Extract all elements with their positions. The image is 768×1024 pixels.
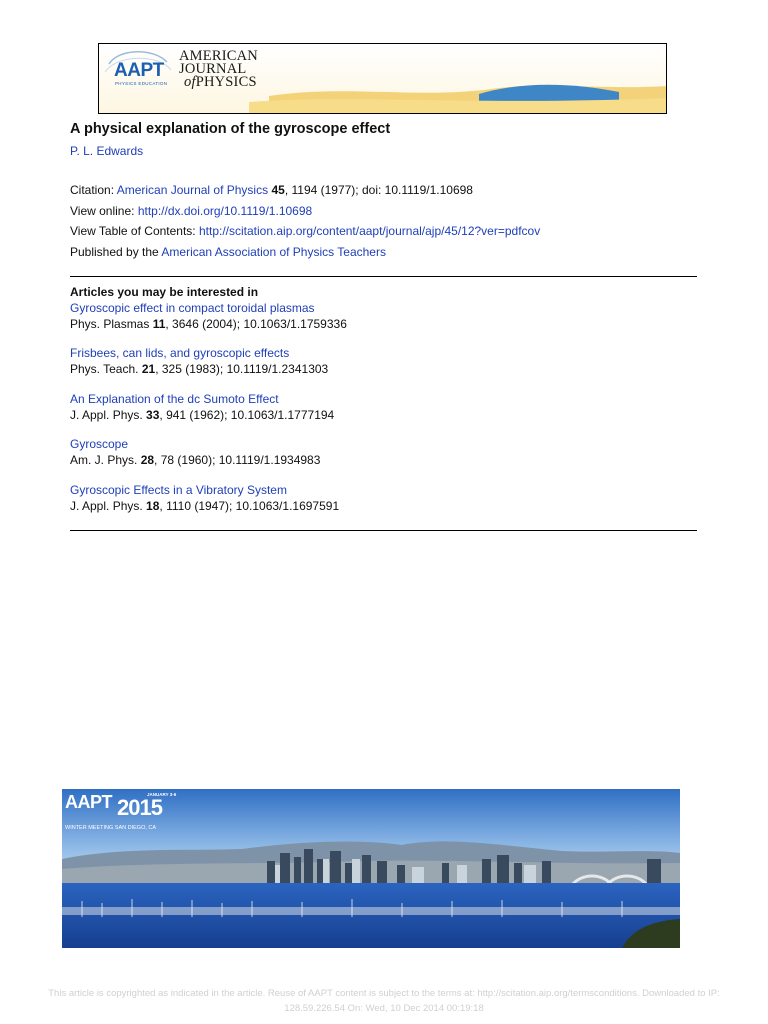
journal-banner (98, 43, 667, 114)
related-item-reference: J. Appl. Phys. 18, 1110 (1947); 10.1063/1.1697591 (70, 498, 340, 513)
footer-line2: 128.59.226.54 On: Wed, 10 Dec 2014 00:19:18 (284, 1003, 484, 1014)
conference-dates: JANUARY 3-6 (147, 792, 177, 797)
aapt-logo-subtitle: PHYSICS EDUCATION (115, 81, 168, 86)
related-item-reference: Phys. Plasmas 11, 3646 (2004); 10.1063/1.1759336 (70, 316, 347, 331)
toc-line (70, 224, 540, 238)
journal-title (179, 50, 258, 89)
journal-title-line2: JOURNAL (179, 61, 247, 77)
related-item (70, 301, 347, 332)
journal-title-line3: ofPHYSICS (184, 74, 257, 90)
author-link[interactable]: P. L. Edwards (70, 144, 144, 158)
related-item (70, 437, 320, 468)
published-line (70, 245, 386, 259)
citation-rest: , 1194 (1977); doi: 10.1119/1.10698 (284, 183, 473, 197)
divider-top (70, 276, 697, 277)
related-item-title-link[interactable]: Gyroscopic Effects in a Vibratory System (70, 483, 287, 497)
view-online-link[interactable]: http://dx.doi.org/10.1119/1.10698 (137, 204, 313, 218)
article-title: A physical explanation of the gyroscope effect (70, 121, 391, 137)
citation-journal-link[interactable]: American Journal of Physics (116, 183, 269, 197)
related-item-title-link[interactable]: An Explanation of the dc Sumoto Effect (70, 392, 279, 406)
view-online-line (70, 204, 312, 218)
conference-year: 2015 (117, 795, 162, 820)
citation-label: Citation: (70, 183, 117, 197)
published-label: Published by the (70, 245, 162, 259)
related-item-title-link[interactable]: Frisbees, can lids, and gyroscopic effects (70, 346, 290, 360)
conference-ad-banner[interactable] (62, 789, 680, 948)
related-item (70, 346, 328, 377)
conference-aapt-logo: AAPT (65, 792, 112, 812)
related-articles-heading: Articles you may be interested in (70, 285, 259, 299)
related-item-title-link[interactable]: Gyroscope (70, 437, 129, 451)
journal-title-line1: AMERICAN (179, 48, 258, 64)
toc-link[interactable]: http://scitation.aip.org/content/aapt/journal/ajp/45/12?ver=pdfcov (198, 224, 541, 238)
related-item-title-link[interactable]: Gyroscopic effect in compact toroidal plasmas (70, 301, 315, 315)
toc-label: View Table of Contents: (70, 224, 199, 238)
related-item (70, 483, 339, 514)
conference-meeting-label: WINTER MEETING SAN DIEGO, CA (65, 825, 157, 831)
view-online-label: View online: (70, 204, 138, 218)
publisher-link[interactable]: American Association of Physics Teachers (161, 245, 386, 259)
related-item-reference: J. Appl. Phys. 33, 941 (1962); 10.1063/1.1777194 (70, 407, 335, 422)
related-item (70, 392, 334, 423)
related-item-reference: Am. J. Phys. 28, 78 (1960); 10.1119/1.1934983 (70, 452, 321, 467)
aapt-logo: AAPT (114, 60, 164, 81)
related-item-reference: Phys. Teach. 21, 325 (1983); 10.1119/1.2341303 (70, 361, 329, 376)
citation-volume: 45 (271, 183, 285, 197)
copyright-footer (0, 986, 768, 1016)
footer-line1: This article is copyrighted as indicated in the article. Reuse of AAPT content is subject to the terms at: http://scitation.aip.org/termsconditions. Downloaded to IP: (48, 988, 720, 999)
citation-line (70, 183, 473, 197)
divider-bottom (70, 530, 697, 531)
